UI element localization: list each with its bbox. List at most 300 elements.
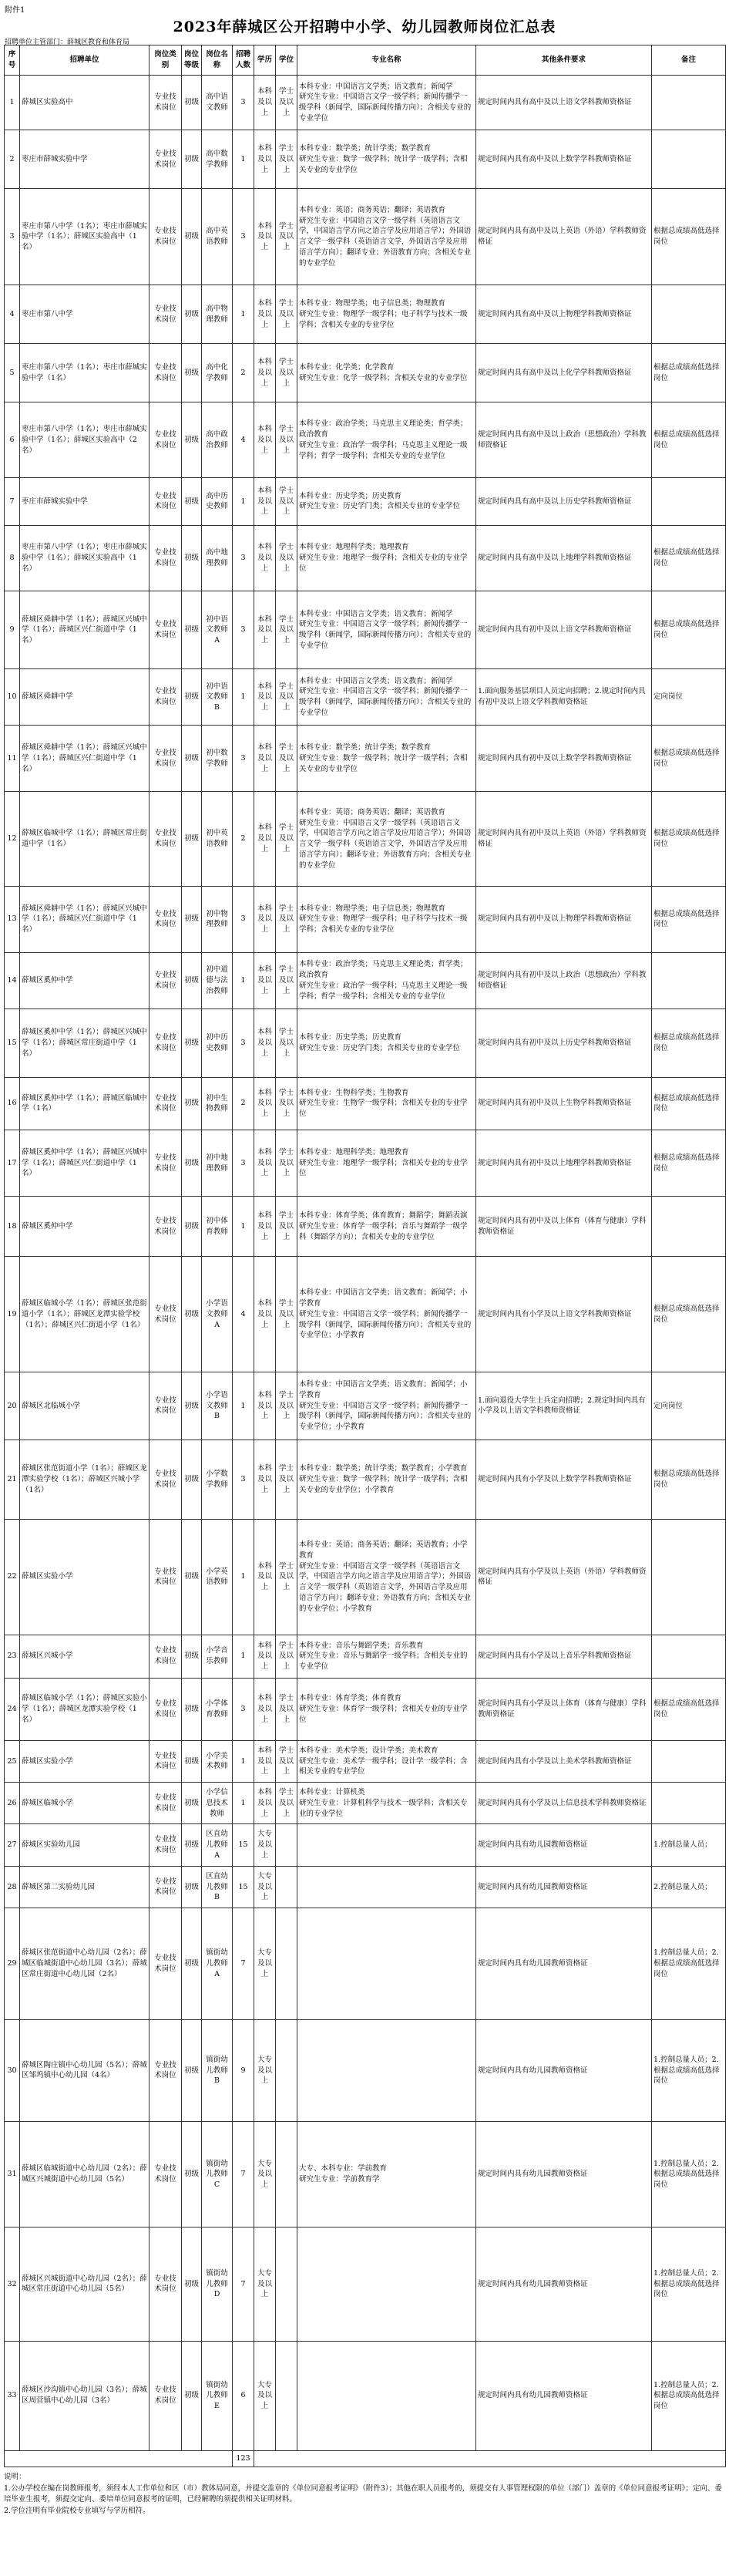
row-note: 定向岗位 — [652, 668, 726, 726]
row-level: 初级 — [182, 1783, 202, 1824]
row-education: 本科及以上 — [254, 1519, 276, 1635]
row-post: 初中历史教师 — [202, 1009, 233, 1077]
row-major — [297, 1908, 476, 2020]
row-major — [297, 1440, 476, 1520]
row-count: 1 — [233, 1740, 254, 1782]
row-education: 本科及以上 — [254, 591, 276, 669]
row-note: 2.控制总量人员； — [652, 1866, 726, 1908]
row-level: 初级 — [182, 792, 202, 887]
row-education: 本科及以上 — [254, 1009, 276, 1077]
row-note — [652, 76, 726, 130]
row-note: 1.控制总量人员；2.根据总成绩高低选择岗位 — [652, 2019, 726, 2121]
row-note: 根据总成绩高低选择岗位 — [652, 591, 726, 669]
table-row — [5, 130, 726, 189]
row-degree: 学士及以上 — [276, 76, 297, 130]
row-count: 3 — [233, 76, 254, 130]
row-no: 5 — [5, 344, 20, 402]
row-education: 本科及以上 — [254, 1372, 276, 1440]
row-no: 28 — [5, 1866, 20, 1908]
row-education: 本科及以上 — [254, 344, 276, 402]
row-major — [297, 1635, 476, 1678]
row-category: 专业技术岗位 — [149, 1678, 182, 1740]
row-level: 初级 — [182, 1908, 202, 2020]
row-unit: 枣庄市第八中学（1名）；枣庄市薛城实验中学（1名） — [20, 344, 149, 402]
major-line: 本科专业：体育学类；体育教育；舞蹈学；舞蹈表演 — [299, 1211, 468, 1221]
row-count: 1 — [233, 1783, 254, 1824]
row-no: 29 — [5, 1908, 20, 2020]
major-line: 本科专业：政治学类；马克思主义理论类；哲学类；政治教育 — [299, 960, 468, 980]
row-note: 定向岗位 — [652, 1372, 726, 1440]
row-education: 本科及以上 — [254, 1257, 276, 1372]
major-line: 本科专业：地理科学类；地理教育 — [299, 1147, 409, 1157]
table-row — [5, 1635, 726, 1678]
row-major — [297, 2227, 476, 2341]
positions-table — [4, 45, 726, 2467]
row-no: 6 — [5, 402, 20, 478]
table-row — [5, 1908, 726, 2020]
row-category: 专业技术岗位 — [149, 285, 182, 344]
row-major — [297, 285, 476, 344]
row-no: 32 — [5, 2227, 20, 2341]
row-count: 3 — [233, 886, 254, 952]
row-level: 初级 — [182, 726, 202, 792]
row-post: 小学英语教师 — [202, 1519, 233, 1635]
row-note — [652, 130, 726, 189]
row-education: 本科及以上 — [254, 1077, 276, 1130]
major-line: 本科专业：物理学类；电子信息类；物理教育 — [299, 904, 446, 913]
table-row — [5, 525, 726, 591]
row-note — [652, 1740, 726, 1782]
row-degree: 学士及以上 — [276, 402, 297, 478]
row-level: 初级 — [182, 1519, 202, 1635]
row-category: 专业技术岗位 — [149, 525, 182, 591]
table-row — [5, 726, 726, 792]
major-line: 研究生专业：地理学一级学科；含相关专业的专业学位 — [299, 554, 468, 573]
row-count: 15 — [233, 1824, 254, 1866]
table-row — [5, 1196, 726, 1256]
row-education: 大专及以上 — [254, 2227, 276, 2341]
row-no: 21 — [5, 1440, 20, 1520]
row-unit: 薛城区实验小学 — [20, 1519, 149, 1635]
row-major — [297, 1372, 476, 1440]
row-count: 1 — [233, 478, 254, 525]
major-line: 研究生专业：中国语言文学一级学科；新闻传播学一级学科（新闻学，国际新闻传播方向）；含相关专业的专业学位；小学教育 — [299, 1401, 472, 1432]
row-count: 1 — [233, 1196, 254, 1256]
row-education: 大专及以上 — [254, 2341, 276, 2451]
major-line: 本科专业：中国语言文学类；语文教育；新闻学；小学教育 — [299, 1380, 468, 1399]
row-count: 3 — [233, 726, 254, 792]
row-degree — [276, 1908, 297, 2020]
row-no: 15 — [5, 1009, 20, 1077]
row-major — [297, 1678, 476, 1740]
row-other: 1.面向服务基层项目人员定向招聘；2.规定时间内具有初中及以上语文学科教师资格证 — [476, 668, 652, 726]
row-other: 规定时间内具有初中及以上物理学科教师资格证 — [476, 886, 652, 952]
table-body — [5, 76, 726, 2451]
row-unit: 枣庄市薛城实验中学 — [20, 130, 149, 189]
row-unit: 薛城区奚仲中学（1名）；薛城区兴城中学（1名）；薛城区常庄街道中学（1名） — [20, 1009, 149, 1077]
major-line: 研究生专业：历史学门类；含相关专业的专业学位 — [299, 502, 461, 511]
row-level: 初级 — [182, 478, 202, 525]
row-post: 小学体育教师 — [202, 1678, 233, 1740]
row-other: 规定时间内具有高中及以上历史学科教师资格证 — [476, 478, 652, 525]
row-major — [297, 76, 476, 130]
row-degree: 学士及以上 — [276, 1130, 297, 1197]
row-degree — [276, 2341, 297, 2451]
row-major — [297, 952, 476, 1009]
major-line: 本科专业：历史学类；历史教育 — [299, 491, 402, 500]
major-line: 大专、本科专业：学前教育 — [299, 2164, 388, 2174]
row-unit: 薛城区临城小学（1名）；薛城区张范街道小学（1名）；薛城区龙潭实验学校（1名）；薛城区兴仁街道小学（1名） — [20, 1257, 149, 1372]
row-count: 1 — [233, 668, 254, 726]
row-major — [297, 2019, 476, 2121]
major-line: 研究生专业：计算机科学与技术一级学科；含相关专业的专业学位 — [299, 1798, 468, 1818]
row-education: 本科及以上 — [254, 525, 276, 591]
row-level: 初级 — [182, 952, 202, 1009]
major-line: 本科专业：英语；商务英语；翻译；英语教育 — [299, 205, 446, 214]
row-other: 规定时间内具有初中及以上政治（思想政治）学科教师资格证 — [476, 952, 652, 1009]
row-category: 专业技术岗位 — [149, 2227, 182, 2341]
row-unit: 薛城区实验高中 — [20, 76, 149, 130]
row-count: 6 — [233, 2341, 254, 2451]
row-other: 规定时间内具有高中及以上物理学科教师资格证 — [476, 285, 652, 344]
major-line: 本科专业：英语；商务英语；翻译；英语教育；小学教育 — [299, 1541, 468, 1560]
table-row — [5, 478, 726, 525]
row-category: 专业技术岗位 — [149, 1009, 182, 1077]
page-title: 2023年薛城区公开招聘中小学、幼儿园教师岗位汇总表 — [173, 19, 556, 35]
row-note: 1.控制总量人员；2.根据总成绩高低选择岗位 — [652, 1908, 726, 2020]
row-major — [297, 525, 476, 591]
row-level: 初级 — [182, 76, 202, 130]
row-major — [297, 1783, 476, 1824]
table-row — [5, 344, 726, 402]
row-other: 规定时间内具有幼儿园教师资格证 — [476, 2341, 652, 2451]
row-major — [297, 1130, 476, 1197]
row-category: 专业技术岗位 — [149, 1196, 182, 1256]
major-line: 本科专业：政治学类；马克思主义理论类；哲学类；政治教育 — [299, 419, 468, 439]
row-post: 小学音乐教师 — [202, 1635, 233, 1678]
row-note: 根据总成绩高低选择岗位 — [652, 886, 726, 952]
row-level: 初级 — [182, 344, 202, 402]
row-post: 镇街幼儿教师C — [202, 2122, 233, 2227]
row-other: 规定时间内具有幼儿园教师资格证 — [476, 1908, 652, 2020]
row-unit: 枣庄市第八中学（1名）；枣庄市薛城实验中学（1名）；薛城区实验高中（2名） — [20, 402, 149, 478]
row-other: 规定时间内具有幼儿园教师资格证 — [476, 2227, 652, 2341]
row-note: 根据总成绩高低选择岗位 — [652, 402, 726, 478]
row-note: 根据总成绩高低选择岗位 — [652, 1077, 726, 1130]
major-line: 研究生专业：中国语言文学一级学科；新闻传播学一级学科（新闻学，国际新闻传播方向）；含相关专业的专业学位 — [299, 93, 472, 123]
row-degree: 学士及以上 — [276, 886, 297, 952]
note-1: 1.公办学校在编在岗教师报考，须经本人工作单位和区（市）教体局同意，并提交盖章的《单位同意报考证明》（附件3）；其他在职人员报考的，须提交有人事管理权限的单位（部门）盖章的《单位同意报考证明》；定向、委培毕业生报考，须提交定向、委培单位同意报考的证明，已经解聘的须提供相关证明材料。 — [4, 2483, 722, 2504]
table-row — [5, 1077, 726, 1130]
row-post: 小学信息技术教师 — [202, 1783, 233, 1824]
row-other: 规定时间内具有小学及以上英语（外语）学科教师资格证 — [476, 1519, 652, 1635]
row-major — [297, 591, 476, 669]
row-unit: 枣庄市第八中学 — [20, 285, 149, 344]
major-line: 研究生专业：中国语言文学一级学科（英语语言文学，中国语言学方向之语言学及应用语言学）；外国语言文学一级学科（英语语言文学，外国语言学及应用语言学方向）；翻译专业；外语教育方向；含相关专业的专业学位；小学教育 — [299, 1561, 472, 1613]
row-count: 3 — [233, 591, 254, 669]
row-education: 本科及以上 — [254, 1783, 276, 1824]
row-count: 1 — [233, 1635, 254, 1678]
row-count: 1 — [233, 1519, 254, 1635]
row-other: 规定时间内具有高中及以上政治（思想政治）学科教师资格证 — [476, 402, 652, 478]
row-degree — [276, 2019, 297, 2121]
row-major — [297, 1196, 476, 1256]
row-note: 1.控制总量人员；2.根据总成绩高低选择岗位 — [652, 2227, 726, 2341]
major-line: 本科专业：美术学类；设计学类；美术教育 — [299, 1746, 438, 1755]
row-other: 1.面向退役大学生士兵定向招聘；2.规定时间内具有小学及以上语文学科教师资格证 — [476, 1372, 652, 1440]
table-row — [5, 189, 726, 285]
row-note — [652, 1196, 726, 1256]
row-category: 专业技术岗位 — [149, 668, 182, 726]
header-education: 学历 — [254, 45, 276, 76]
header-post: 岗位名称 — [202, 45, 233, 76]
row-note: 根据总成绩高低选择岗位 — [652, 1130, 726, 1197]
row-note: 1.控制总量人员；2.根据总成绩高低选择岗位 — [652, 2341, 726, 2451]
row-level: 初级 — [182, 525, 202, 591]
row-count: 15 — [233, 1866, 254, 1908]
row-unit: 枣庄市第八中学（1名）；枣庄市薛城实验中学（1名）；薛城区实验高中（1名） — [20, 189, 149, 285]
row-post: 高中语文教师 — [202, 76, 233, 130]
row-no: 16 — [5, 1077, 20, 1130]
row-count: 3 — [233, 189, 254, 285]
row-no: 11 — [5, 726, 20, 792]
row-other: 规定时间内具有小学及以上信息技术学科教师资格证 — [476, 1783, 652, 1824]
row-post: 初中语文教师B — [202, 668, 233, 726]
row-major — [297, 668, 476, 726]
row-major — [297, 1257, 476, 1372]
row-education: 本科及以上 — [254, 1440, 276, 1520]
row-category: 专业技术岗位 — [149, 1866, 182, 1908]
row-post: 初中地理教师 — [202, 1130, 233, 1197]
row-other: 规定时间内具有幼儿园教师资格证 — [476, 1824, 652, 1866]
row-no: 9 — [5, 591, 20, 669]
row-count: 3 — [233, 1440, 254, 1520]
row-other: 规定时间内具有初中及以上语文学科教师资格证 — [476, 591, 652, 669]
row-other: 规定时间内具有幼儿园教师资格证 — [476, 2122, 652, 2227]
major-line: 研究生专业：生物学一级学科；含相关专业的专业学位 — [299, 1099, 468, 1119]
row-major — [297, 2122, 476, 2227]
row-level: 初级 — [182, 1440, 202, 1520]
row-unit: 薛城区第二实验幼儿园 — [20, 1866, 149, 1908]
row-unit: 薛城区奚仲中学（1名）；薛城区临城中学（1名） — [20, 1077, 149, 1130]
row-count: 4 — [233, 402, 254, 478]
major-line: 研究生专业：政治学一级学科；马克思主义理论一级学科；哲学一级学科；含相关专业的专业学位 — [299, 440, 468, 460]
row-no: 12 — [5, 792, 20, 887]
row-major — [297, 1077, 476, 1130]
row-major — [297, 2341, 476, 2451]
row-category: 专业技术岗位 — [149, 1635, 182, 1678]
major-line: 研究生专业：地理学一级学科；含相关专业的专业学位 — [299, 1158, 468, 1178]
table-row — [5, 1257, 726, 1372]
row-level: 初级 — [182, 1196, 202, 1256]
row-other: 规定时间内具有初中及以上地理学科教师资格证 — [476, 1130, 652, 1197]
row-unit: 薛城区张范街道小学（1名）；薛城区龙潭实验学校（1名）；薛城区兴城小学（1名） — [20, 1440, 149, 1520]
row-post: 小学美术教师 — [202, 1740, 233, 1782]
row-major — [297, 1009, 476, 1077]
major-line: 本科专业：体育学类；体育教育 — [299, 1694, 402, 1703]
row-major — [297, 726, 476, 792]
total-spacer — [5, 2451, 233, 2467]
row-degree: 学士及以上 — [276, 952, 297, 1009]
table-row — [5, 792, 726, 887]
major-line: 研究生专业：数学一级学科；统计学一级学科；含相关专业的专业学位 — [299, 753, 468, 773]
table-row — [5, 2122, 726, 2227]
row-post: 高中地理教师 — [202, 525, 233, 591]
major-line: 研究生专业：政治学一级学科；马克思主义理论一级学科；哲学一级学科；含相关专业的专业学位 — [299, 981, 468, 1001]
row-degree: 学士及以上 — [276, 1740, 297, 1782]
row-post: 初中道德与法治教师 — [202, 952, 233, 1009]
row-level: 初级 — [182, 2227, 202, 2341]
row-unit: 薛城区舜耕中学 — [20, 668, 149, 726]
row-degree: 学士及以上 — [276, 1519, 297, 1635]
row-category: 专业技术岗位 — [149, 2341, 182, 2451]
row-category: 专业技术岗位 — [149, 1440, 182, 1520]
row-level: 初级 — [182, 189, 202, 285]
row-category: 专业技术岗位 — [149, 1824, 182, 1866]
row-degree: 学士及以上 — [276, 1257, 297, 1372]
row-unit: 薛城区舜耕中学（1名）；薛城区兴城中学（1名）；薛城区兴仁街道中学（1名） — [20, 726, 149, 792]
major-line: 本科专业：中国语言文学类；语文教育；新闻学 — [299, 82, 453, 91]
row-degree: 学士及以上 — [276, 1009, 297, 1077]
row-no: 1 — [5, 76, 20, 130]
row-post: 初中英语教师 — [202, 792, 233, 887]
table-header-row — [5, 45, 726, 76]
row-post: 镇街幼儿教师D — [202, 2227, 233, 2341]
table-row — [5, 1009, 726, 1077]
row-note — [652, 952, 726, 1009]
row-level: 初级 — [182, 130, 202, 189]
row-count: 4 — [233, 1257, 254, 1372]
row-note: 根据总成绩高低选择岗位 — [652, 1678, 726, 1740]
row-post: 区直幼儿教师B — [202, 1866, 233, 1908]
row-no: 17 — [5, 1130, 20, 1197]
note-2: 2.学位注明有毕业院校专业填写与学历相符。 — [4, 2507, 150, 2516]
row-other: 规定时间内具有小学及以上美术学科教师资格证 — [476, 1740, 652, 1782]
major-line: 研究生专业：数学一级学科；统计学一级学科；含相关专业的专业学位；小学教育 — [299, 1475, 468, 1494]
row-post: 高中化学教师 — [202, 344, 233, 402]
row-degree: 学士及以上 — [276, 1678, 297, 1740]
row-education: 大专及以上 — [254, 1824, 276, 1866]
notes-label: 说明： — [4, 2473, 26, 2481]
table-row — [5, 1678, 726, 1740]
row-category: 专业技术岗位 — [149, 952, 182, 1009]
table-row — [5, 76, 726, 130]
major-line: 研究生专业：物理学一级学科；电子科学与技术一级学科；含相关专业的专业学位 — [299, 914, 468, 934]
row-other: 规定时间内具有初中及以上生物学科教师资格证 — [476, 1077, 652, 1130]
row-other: 规定时间内具有高中及以上英语（外语）学科教师资格证 — [476, 189, 652, 285]
row-degree: 学士及以上 — [276, 478, 297, 525]
header-level: 岗位等级 — [182, 45, 202, 76]
row-category: 专业技术岗位 — [149, 1783, 182, 1824]
header-no: 序号 — [5, 45, 20, 76]
row-unit: 薛城区实验小学 — [20, 1740, 149, 1782]
row-no: 13 — [5, 886, 20, 952]
row-unit: 薛城区北临城小学 — [20, 1372, 149, 1440]
row-other: 规定时间内具有小学及以上体育（体育与健康）学科教师资格证 — [476, 1678, 652, 1740]
row-category: 专业技术岗位 — [149, 1372, 182, 1440]
row-level: 初级 — [182, 402, 202, 478]
row-post: 区直幼儿教师A — [202, 1824, 233, 1866]
row-education: 本科及以上 — [254, 1678, 276, 1740]
major-line: 研究生专业：数学一级学科；统计学一级学科；含相关专业的专业学位 — [299, 154, 468, 174]
row-education: 本科及以上 — [254, 1740, 276, 1782]
header-other: 其他条件要求 — [476, 45, 652, 76]
major-line: 本科专业：数学类；统计学类；数学教育 — [299, 743, 432, 753]
row-major — [297, 1519, 476, 1635]
row-level: 初级 — [182, 2122, 202, 2227]
row-category: 专业技术岗位 — [149, 1257, 182, 1372]
row-no: 23 — [5, 1635, 20, 1678]
row-note — [652, 285, 726, 344]
row-degree: 学士及以上 — [276, 130, 297, 189]
row-no: 10 — [5, 668, 20, 726]
header-major: 专业名称 — [297, 45, 476, 76]
row-other: 规定时间内具有小学及以上音乐学科教师资格证 — [476, 1635, 652, 1678]
row-unit: 薛城区临城中学（1名）；薛城区常庄街道中学（1名） — [20, 792, 149, 887]
row-level: 初级 — [182, 1635, 202, 1678]
row-unit: 薛城区实验幼儿园 — [20, 1824, 149, 1866]
major-line: 本科专业：中国语言文学类；语文教育；新闻学；小学教育 — [299, 1288, 468, 1308]
major-line: 本科专业：生物科学类；生物教育 — [299, 1088, 409, 1097]
row-education: 大专及以上 — [254, 1866, 276, 1908]
row-degree: 学士及以上 — [276, 668, 297, 726]
table-row — [5, 591, 726, 669]
row-note: 根据总成绩高低选择岗位 — [652, 1257, 726, 1372]
row-other: 规定时间内具有小学及以上语文学科教师资格证 — [476, 1257, 652, 1372]
major-line: 研究生专业：美术学一级学科；设计学一级学科；含相关专业的专业学位 — [299, 1756, 468, 1776]
row-education: 本科及以上 — [254, 76, 276, 130]
total-count: 123 — [233, 2451, 254, 2467]
row-unit: 枣庄市薛城实验中学 — [20, 478, 149, 525]
row-level: 初级 — [182, 285, 202, 344]
row-education: 本科及以上 — [254, 189, 276, 285]
row-category: 专业技术岗位 — [149, 130, 182, 189]
row-note — [652, 1635, 726, 1678]
row-level: 初级 — [182, 591, 202, 669]
row-degree: 学士及以上 — [276, 726, 297, 792]
row-count: 3 — [233, 1678, 254, 1740]
row-no: 14 — [5, 952, 20, 1009]
row-degree — [276, 1866, 297, 1908]
row-category: 专业技术岗位 — [149, 1130, 182, 1197]
table-row — [5, 1130, 726, 1197]
row-category: 专业技术岗位 — [149, 402, 182, 478]
unit-label: 招聘单位主管部门：薛城区教育和体育局 — [5, 39, 130, 46]
row-post: 初中物理教师 — [202, 886, 233, 952]
row-no: 2 — [5, 130, 20, 189]
row-education: 本科及以上 — [254, 1130, 276, 1197]
row-category: 专业技术岗位 — [149, 1908, 182, 2020]
row-no: 26 — [5, 1783, 20, 1824]
row-education: 本科及以上 — [254, 952, 276, 1009]
major-line: 研究生专业：体育学一级学科；音乐与舞蹈学一级学科（舞蹈学方向）；含相关专业的专业学位 — [299, 1221, 468, 1241]
table-row — [5, 1783, 726, 1824]
row-education: 本科及以上 — [254, 668, 276, 726]
row-note: 根据总成绩高低选择岗位 — [652, 1009, 726, 1077]
row-level: 初级 — [182, 1009, 202, 1077]
row-other: 规定时间内具有幼儿园教师资格证 — [476, 1866, 652, 1908]
row-post: 初中体育教师 — [202, 1196, 233, 1256]
table-row — [5, 285, 726, 344]
row-education: 本科及以上 — [254, 1635, 276, 1678]
row-level: 初级 — [182, 1372, 202, 1440]
row-post: 镇街幼儿教师A — [202, 1908, 233, 2020]
row-unit: 薛城区陶庄镇中心幼儿园（5名）；薛城区邹坞镇中心幼儿园（4名） — [20, 2019, 149, 2121]
major-line: 研究生专业：化学一级学科；含相关专业的专业学位 — [299, 373, 468, 382]
row-degree: 学士及以上 — [276, 1372, 297, 1440]
row-degree — [276, 1824, 297, 1866]
major-line: 研究生专业：中国语言文学一级学科（英语语言文学，中国语言学方向之语言学及应用语言学）；外国语言文学一级学科（英语语言文学，外国语言学及应用语言学方向）；翻译专业；外语教育方向；含相关专业的专业学位 — [299, 818, 472, 870]
